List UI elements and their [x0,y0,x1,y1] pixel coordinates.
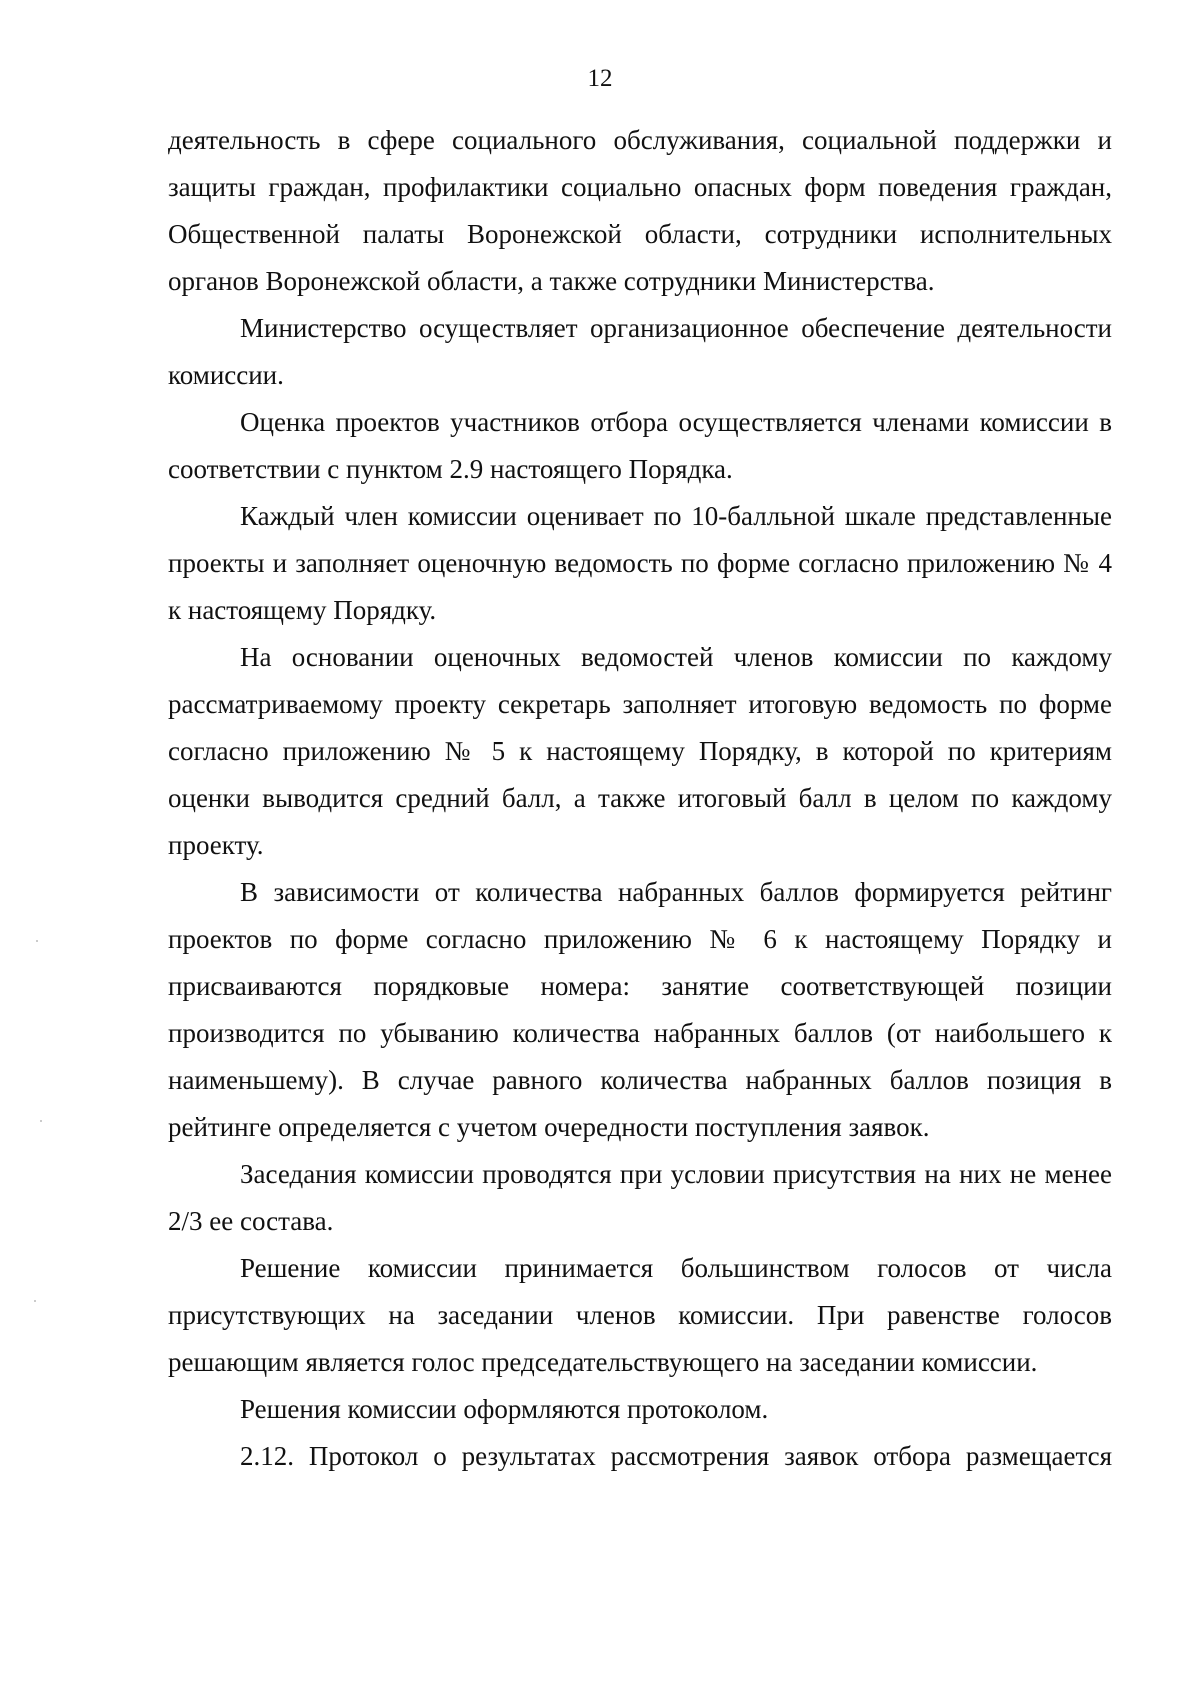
paragraph-4: Каждый член комиссии оценивает по 10-балльной шкале представленные проекты и заполняет оценочную ведомость по форме согласно приложению № 4 к настоящему Порядку. [168,501,1112,625]
paragraph-7: Заседания комиссии проводятся при условии присутствия на них не менее 2/3 ее состава. [168,1159,1112,1236]
scan-speck [34,1300,36,1302]
paragraph-10: 2.12. Протокол о результатах рассмотрения заявок отбора размещается [240,1441,1112,1471]
scan-speck [40,1120,42,1122]
paragraph-9: Решения комиссии оформляются протоколом. [240,1394,769,1424]
document-body [168,117,1112,1480]
paragraph-6: В зависимости от количества набранных баллов формируется рейтинг проектов по форме согласно приложению № 6 к настоящему Порядку и присваиваются порядковые номера: занятие соответствующей позиции производится по убыванию количества набранных баллов (от наибольшего к наименьшему). В случае равного количества набранных баллов позиция в рейтинге определяется с учетом очередности поступления заявок. [168,877,1112,1142]
scan-speck [36,940,38,942]
paragraph-2: Министерство осуществляет организационное обеспечение деятельности комиссии. [168,313,1112,390]
paragraph-5: На основании оценочных ведомостей членов комиссии по каждому рассматриваемому проекту секретарь заполняет итоговую ведомость по форме согласно приложению № 5 к настоящему Порядку, в которой по критериям оценки выводится средний балл, а также итоговый балл в целом по каждому проекту. [168,642,1112,860]
paragraph-8: Решение комиссии принимается большинством голосов от числа присутствующих на заседании членов комиссии. При равенстве голосов решающим является голос председательствующего на заседании комиссии. [168,1253,1112,1377]
paragraph-1: деятельность в сфере социального обслуживания, социальной поддержки и защиты граждан, профилактики социально опасных форм поведения граждан, Общественной палаты Воронежской области, сотрудники исполнительных органов Воронежской области, а также сотрудники Министерства. [168,125,1112,296]
paragraph-3: Оценка проектов участников отбора осуществляется членами комиссии в соответствии с пунктом 2.9 настоящего Порядка. [168,407,1112,484]
page-number: 12 [587,65,613,92]
